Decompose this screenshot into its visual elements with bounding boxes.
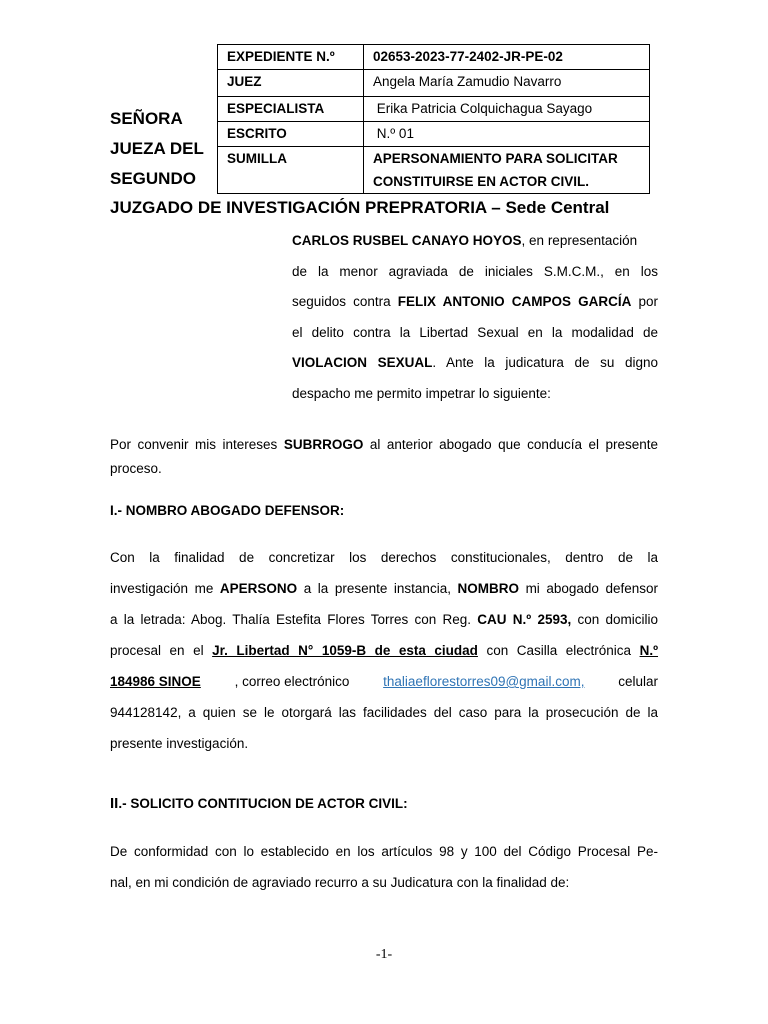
text: con Casilla electrónica bbox=[477, 643, 640, 658]
section-number: II bbox=[110, 795, 119, 812]
table-row bbox=[218, 70, 650, 97]
row-label: SUMILLA bbox=[218, 147, 364, 194]
addressee-line-2: JUEZA DEL bbox=[110, 139, 204, 158]
row-value: Angela María Zamudio Navarro bbox=[364, 70, 650, 97]
text: N.º bbox=[639, 643, 659, 658]
text: nal, en mi condición de agraviado recurro a su Judicatura con la finalidad de: bbox=[110, 875, 570, 890]
text: . Ante la judicatura de su digno bbox=[432, 355, 658, 370]
text: mi abogado defensor bbox=[519, 581, 659, 596]
text: De conformidad con lo establecido en los artículos 98 y 100 del Código Procesal Pe- bbox=[110, 844, 658, 859]
text: procesal en el bbox=[110, 643, 213, 658]
addressee-line-4: JUZGADO DE INVESTIGACIÓN PREPRATORIA – Sede Central bbox=[110, 198, 610, 217]
text: Con la finalidad de concretizar los derechos constitucionales, dentro de la bbox=[110, 550, 658, 565]
addressee-line-3: SEGUNDO bbox=[110, 169, 196, 188]
text: presente investigación. bbox=[110, 736, 249, 751]
text: , correo electrónico bbox=[234, 674, 350, 689]
text: investigación me bbox=[110, 581, 220, 596]
sumilla-line-2: CONSTITUIRSE EN ACTOR CIVIL. bbox=[373, 174, 590, 189]
text: de la menor agraviada de iniciales S.M.C.M., en los bbox=[292, 263, 658, 279]
text: NOMBRO bbox=[457, 581, 520, 596]
table-row bbox=[218, 45, 650, 70]
row-value: N.º 01 bbox=[364, 122, 650, 147]
defendant-name: FELIX ANTONIO CAMPOS GARCÍA bbox=[397, 294, 632, 309]
text: APERSONO bbox=[219, 581, 298, 596]
text: CAU N.º 2593, bbox=[477, 612, 572, 627]
section-1-title: I.- NOMBRO ABOGADO DEFENSOR: bbox=[110, 503, 345, 518]
sumilla-line-1: APERSONAMIENTO PARA SOLICITAR bbox=[373, 151, 618, 166]
table-row bbox=[218, 97, 650, 122]
text: proceso. bbox=[110, 461, 162, 476]
text: .- SOLICITO CONTITUCION DE ACTOR CIVIL: bbox=[118, 796, 408, 811]
text: despacho me permito impetrar lo siguiente: bbox=[292, 385, 551, 401]
page-number: -1- bbox=[375, 947, 393, 962]
text: Por convenir mis intereses bbox=[110, 437, 284, 452]
text: con domicilio bbox=[571, 612, 658, 627]
subrogo-paragraph bbox=[110, 433, 658, 481]
petitioner-name: CARLOS RUSBEL CANAYO HOYOS bbox=[292, 233, 522, 248]
section-2-body bbox=[110, 836, 658, 898]
text: seguidos contra bbox=[292, 294, 398, 309]
intro-paragraph bbox=[292, 226, 658, 409]
subrogo-keyword: SUBRROGO bbox=[283, 437, 364, 452]
text: el delito contra la Libertad Sexual en la modalidad de bbox=[292, 324, 658, 340]
case-header-table bbox=[217, 44, 650, 194]
text: 944128142, a quien se le otorgará las facilidades del caso para la prosecución de la bbox=[110, 705, 658, 720]
section-1-body bbox=[110, 542, 658, 759]
section-2-title bbox=[110, 795, 408, 812]
row-label: ESCRITO bbox=[218, 122, 364, 147]
row-label: ESPECIALISTA bbox=[218, 97, 364, 122]
table-row bbox=[218, 147, 650, 194]
sinoe-number: 184986 SINOE bbox=[110, 674, 201, 689]
crime-name: VIOLACION SEXUAL bbox=[292, 355, 433, 370]
row-label: JUEZ bbox=[218, 70, 364, 97]
email-link[interactable]: thaliaeflorestorres09@gmail.com, bbox=[383, 674, 585, 689]
row-value: Erika Patricia Colquichagua Sayago bbox=[364, 97, 650, 122]
text: al anterior abogado que conducía el presente bbox=[363, 437, 659, 452]
table-row bbox=[218, 122, 650, 147]
addressee-line-1: SEÑORA bbox=[110, 109, 183, 128]
text: celular bbox=[618, 674, 658, 689]
row-value bbox=[364, 147, 650, 194]
text: , en representación bbox=[521, 233, 638, 248]
row-label: EXPEDIENTE N.º bbox=[218, 45, 364, 70]
address: Jr. Libertad N° 1059-B de esta ciudad bbox=[212, 643, 478, 658]
text: a la letrada: Abog. Thalía Estefita Flores Torres con Reg. bbox=[110, 612, 478, 627]
text: por bbox=[631, 294, 658, 309]
row-value: 02653-2023-77-2402-JR-PE-02 bbox=[364, 45, 650, 70]
text: a la presente instancia, bbox=[297, 581, 458, 596]
